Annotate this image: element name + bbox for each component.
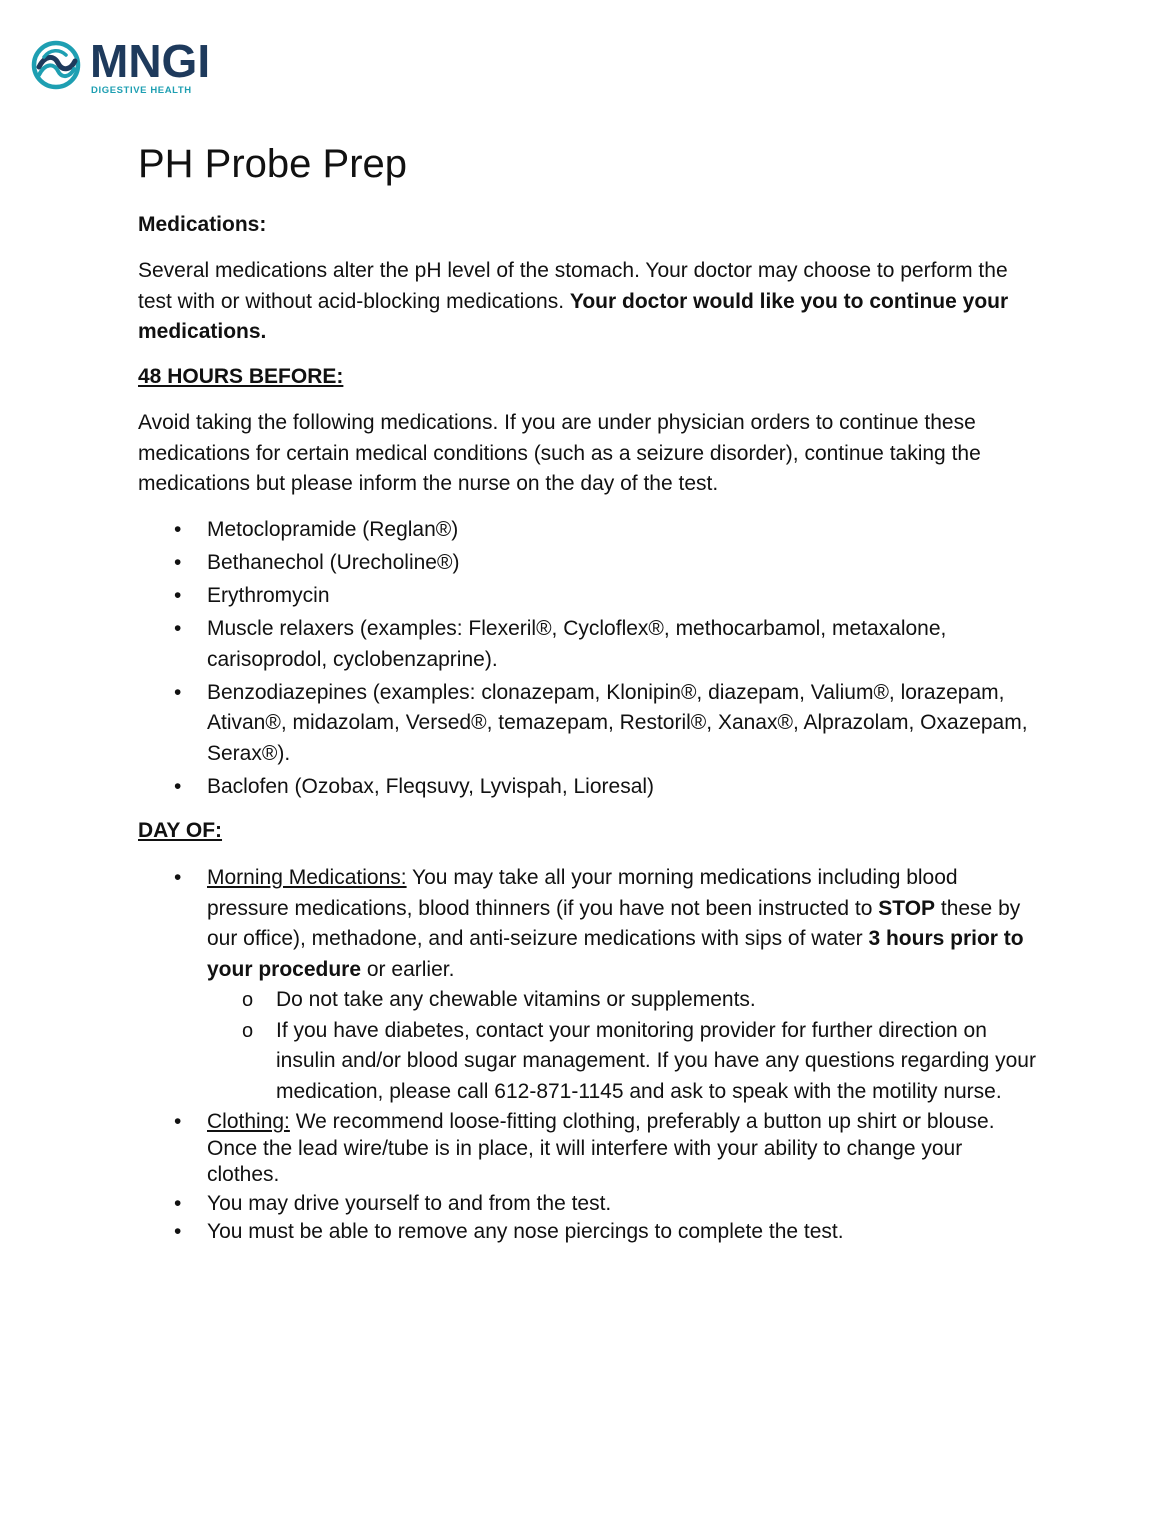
list-item-text: You must be able to remove any nose piercings to complete the test.: [207, 1220, 844, 1243]
medications-paragraph: [138, 256, 1038, 348]
logo-wordmark: MNGI: [90, 35, 211, 87]
bullet-icon: •: [174, 617, 182, 640]
48-hours-paragraph: Avoid taking the following medications. If you are under physician orders to continue these medications for certain medical conditions (such as a seizure disorder), continue taking the medications but please inform the nurse on the day of the test.: [138, 411, 981, 495]
morning-medications-item: [138, 863, 1038, 1107]
bullet-icon: •: [174, 551, 182, 574]
avoid-medications-list: [138, 515, 1038, 805]
list-item: [138, 581, 1038, 612]
list-item: [138, 548, 1038, 579]
list-item: [138, 772, 1038, 803]
list-item: [138, 1191, 1038, 1218]
logo-tagline: DIGESTIVE HEALTH: [91, 85, 192, 96]
list-item: [138, 1219, 1038, 1246]
medications-bold-text: Your doctor would like you to continue your medications.: [138, 289, 1009, 343]
day-of-list: [138, 863, 1038, 1246]
day-of-heading: DAY OF:: [138, 819, 223, 842]
bullet-icon: •: [174, 680, 182, 704]
sub-bullet-icon: o: [242, 989, 254, 1011]
sub-bullet-icon: o: [242, 1019, 254, 1042]
list-item-text: Muscle relaxers (examples: Flexeril®, Cycloflex®, methocarbamol, metaxalone, carisoprodol, cyclobenzaprine).: [207, 617, 947, 671]
bullet-icon: •: [174, 1191, 182, 1215]
48-hours-heading: 48 HOURS BEFORE:: [138, 365, 344, 388]
stop-text: STOP: [878, 896, 936, 920]
list-item-text: Erythromycin: [207, 584, 330, 607]
bullet-icon: •: [174, 1220, 182, 1243]
clothing-label: Clothing:: [207, 1110, 290, 1133]
mngi-logo-mark-icon: [30, 37, 86, 93]
bullet-icon: •: [174, 866, 182, 889]
bullet-icon: •: [174, 774, 182, 798]
morning-text-1: You may take all your morning medications including blood pressure medications, blood thinners (if you have not been instructed to: [207, 866, 958, 920]
list-item-text: Benzodiazepines (examples: clonazepam, Klonipin®, diazepam, Valium®, lorazepam, Ativan®, midazolam, Versed®, temazepam, Restoril®, Xanax®, Alprazolam, Oxazepam, Serax®).: [207, 680, 1028, 765]
bullet-icon: •: [174, 518, 182, 541]
morning-medications-label: Morning Medications:: [207, 866, 407, 889]
page-title: PH Probe Prep: [138, 142, 408, 186]
list-item: [138, 614, 1038, 675]
sub-list-item: [207, 985, 1038, 1016]
sub-list-item-text: If you have diabetes, contact your monitoring provider for further direction on insulin and/or blood sugar management. If you have any questions regarding your medication, please call 612-871-1145 and ask to speak with the motility nurse.: [276, 1018, 1036, 1103]
clothing-item: [138, 1109, 1038, 1189]
clothing-text: We recommend loose-fitting clothing, preferably a button up shirt or blouse. Once the lead wire/tube is in place, it will interfere with your ability to change your clothes.: [207, 1110, 995, 1186]
medications-heading: Medications:: [138, 213, 267, 236]
document-body: [138, 138, 1038, 1243]
list-item: [138, 515, 1038, 546]
list-item-text: Baclofen (Ozobax, Fleqsuvy, Lyvispah, Lioresal): [207, 774, 655, 798]
morning-sub-list: [207, 985, 1038, 1107]
list-item-text: You may drive yourself to and from the test.: [207, 1191, 612, 1215]
sub-list-item: [207, 1016, 1038, 1108]
morning-text-2: these by our office), methadone, and anti-seizure medications with sips of water: [207, 896, 1021, 950]
morning-text-3: or earlier.: [361, 957, 455, 981]
bullet-icon: •: [174, 1110, 182, 1133]
mngi-logo: [30, 37, 230, 99]
three-hours-text: 3 hours prior to your procedure: [207, 927, 1024, 981]
list-item: [138, 678, 1038, 770]
bullet-icon: •: [174, 584, 182, 607]
sub-list-item-text: Do not take any chewable vitamins or supplements.: [276, 988, 756, 1011]
list-item-text: Metoclopramide (Reglan®): [207, 518, 459, 541]
medications-text: Several medications alter the pH level of the stomach. Your doctor may choose to perform the test with or without acid-blocking medications.: [138, 259, 1008, 313]
list-item-text: Bethanechol (Urecholine®): [207, 551, 460, 574]
